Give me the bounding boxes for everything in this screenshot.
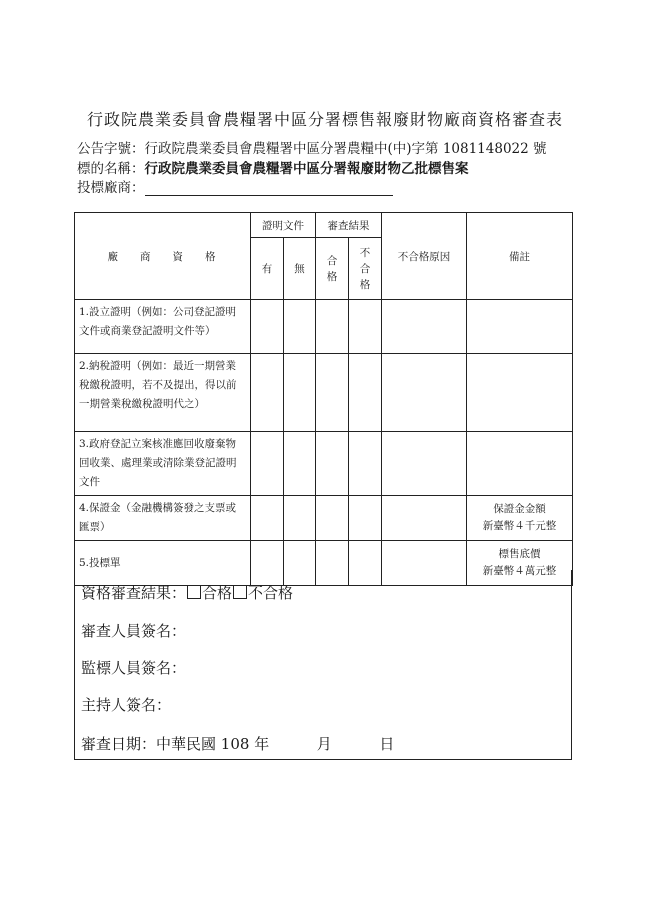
reason-cell[interactable] (382, 354, 467, 432)
reason-header: 不合格原因 (382, 213, 467, 300)
qualification-header: 廠商資格 (75, 213, 251, 300)
fail-header: 不合格 (349, 238, 382, 300)
table-row (75, 432, 573, 496)
remark-cell (467, 354, 573, 432)
result-line (81, 582, 293, 603)
host-signature-label: 主持人簽名： (81, 696, 172, 714)
table-row (75, 354, 573, 432)
pass-cell[interactable] (316, 300, 349, 354)
bidder-line (77, 176, 393, 196)
item-label: 5.投標單 (75, 541, 251, 586)
has-cell[interactable] (251, 432, 284, 496)
item-label: 4.保證金（金融機構簽發之支票或匯票） (75, 496, 251, 541)
pass-header: 合格 (316, 238, 349, 300)
item-label: 1.設立證明（例如：公司登記證明文件或商業登記證明文件等） (75, 300, 251, 354)
fail-cell[interactable] (349, 300, 382, 354)
bidder-label: 投標廠商： (77, 180, 145, 196)
document-title: 行政院農業委員會農糧署中區分署標售報廢財物廠商資格審查表 (86, 110, 563, 129)
none-cell[interactable] (284, 496, 316, 541)
remark-cell (467, 300, 573, 354)
date-label: 審查日期：中華民國 (81, 735, 217, 753)
date-year-unit: 年 (254, 735, 270, 753)
review-date-line (81, 733, 394, 754)
pass-option-label: 合格 (202, 584, 233, 602)
pass-cell[interactable] (316, 496, 349, 541)
subject-line (77, 157, 469, 177)
remark-cell: 標售底價 新臺幣４萬元整 (467, 541, 573, 586)
date-day-unit: 日 (379, 735, 395, 753)
fail-cell[interactable] (349, 496, 382, 541)
has-cell[interactable] (251, 354, 284, 432)
remark-cell (467, 432, 573, 496)
table-row (75, 300, 573, 354)
date-month-unit: 月 (316, 735, 332, 753)
pass-cell[interactable] (316, 354, 349, 432)
remark-cell: 保證金金額 新臺幣４千元整 (467, 496, 573, 541)
table-row (75, 496, 573, 541)
reviewer-signature-label: 審查人員簽名： (81, 622, 187, 640)
subject-label: 標的名稱： (77, 161, 145, 177)
announcement-line (77, 137, 547, 157)
pass-cell[interactable] (316, 432, 349, 496)
bidder-field[interactable] (145, 181, 393, 196)
qualification-table (74, 212, 573, 586)
none-cell[interactable] (284, 432, 316, 496)
announcement-value: 行政院農業委員會農糧署中區分署農糧中(中)字第 1081148022 號 (144, 141, 547, 157)
result-label: 資格審查結果： (81, 584, 187, 602)
announcement-label: 公告字號： (77, 141, 145, 157)
has-cell[interactable] (251, 496, 284, 541)
has-cell[interactable] (251, 300, 284, 354)
fail-cell[interactable] (349, 432, 382, 496)
reason-cell[interactable] (382, 496, 467, 541)
date-year: 108 (220, 735, 250, 753)
has-header: 有 (251, 238, 284, 300)
remark-header: 備註 (467, 213, 573, 300)
subject-value: 行政院農業委員會農糧署中區分署報廢財物乙批標售案 (144, 161, 469, 177)
none-cell[interactable] (284, 354, 316, 432)
reason-cell[interactable] (382, 300, 467, 354)
pass-checkbox[interactable] (187, 585, 201, 599)
fail-checkbox[interactable] (233, 585, 247, 599)
doc-header: 證明文件 (251, 213, 316, 238)
review-header: 審查結果 (316, 213, 382, 238)
signature-section (74, 570, 572, 760)
none-header: 無 (284, 238, 316, 300)
supervisor-signature-label: 監標人員簽名： (81, 659, 187, 677)
fail-option-label: 不合格 (248, 584, 294, 602)
none-cell[interactable] (284, 300, 316, 354)
reason-cell[interactable] (382, 432, 467, 496)
item-label: 2.納稅證明（例如：最近一期營業稅繳稅證明，若不及提出，得以前一期營業稅繳稅證明代之） (75, 354, 251, 432)
item-label: 3.政府登記立案核准應回收廢棄物回收業、處理業或清除業登記證明文件 (75, 432, 251, 496)
fail-cell[interactable] (349, 354, 382, 432)
